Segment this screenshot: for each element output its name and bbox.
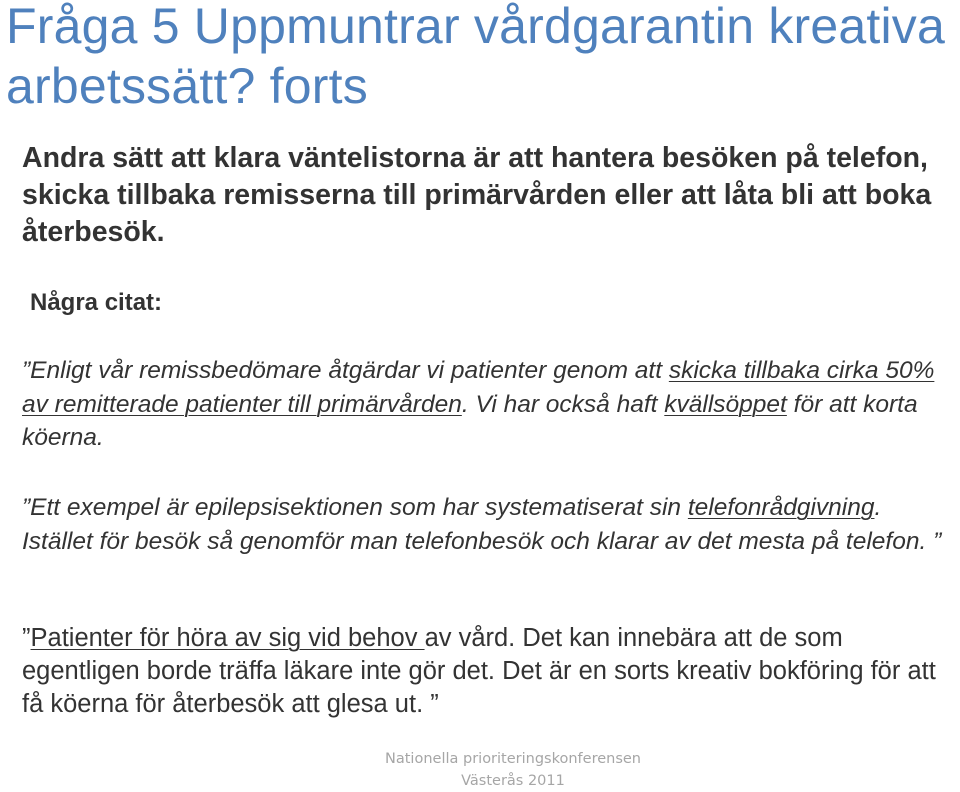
footer-conference: Nationella prioriteringskonferensen [385, 751, 641, 767]
quote-2-underlined-text: telefonrådgivning [687, 494, 875, 521]
quote-2 [22, 491, 958, 558]
footer-location-year: Västerås 2011 [461, 773, 565, 789]
quotes-heading: Några citat: [30, 289, 163, 316]
quote-1 [22, 354, 958, 455]
quote-1-text-cont: . Vi har också haft [461, 390, 665, 418]
slide-footer [0, 748, 960, 792]
quote-1-underlined-text: skicka tillbaka cirka 50% av remitterade patienter till primärvården [22, 357, 935, 418]
quote-3-underlined-text: Patienter för höra av sig vid behov [30, 624, 425, 652]
slide-title: Fråga 5 Uppmuntrar vårdgarantin kreativa arbetssätt? forts [6, 0, 946, 114]
quote-1-text-end: för att korta köerna. [22, 390, 918, 451]
intro-paragraph: Andra sätt att klara väntelistorna är att hantera besöken på telefon, skicka tillbaka remisserna till primärvården eller att låta bli att boka återbesök. [22, 142, 932, 248]
quote-3-text-end: av vård. Det kan innebära att de som egentligen borde träffa läkare inte gör det. Det är en sorts kreativ bokföring för att få köerna för återbesök att glesa ut. ” [22, 624, 936, 718]
quote-1-underlined-text-2: kvällsöppet [664, 390, 787, 418]
quote-2-text: ”Ett exempel är epilepsisektionen som har systematiserat sin [22, 494, 688, 521]
quote-2-text-end: . Istället för besök så genomför man telefonbesök och klarar av det mesta på telefon. ” [22, 494, 942, 555]
quote-3-open-mark: ” [22, 624, 31, 652]
quote-3 [22, 622, 958, 721]
quote-1-text: ”Enligt vår remissbedömare åtgärdar vi patienter genom att [22, 357, 669, 384]
